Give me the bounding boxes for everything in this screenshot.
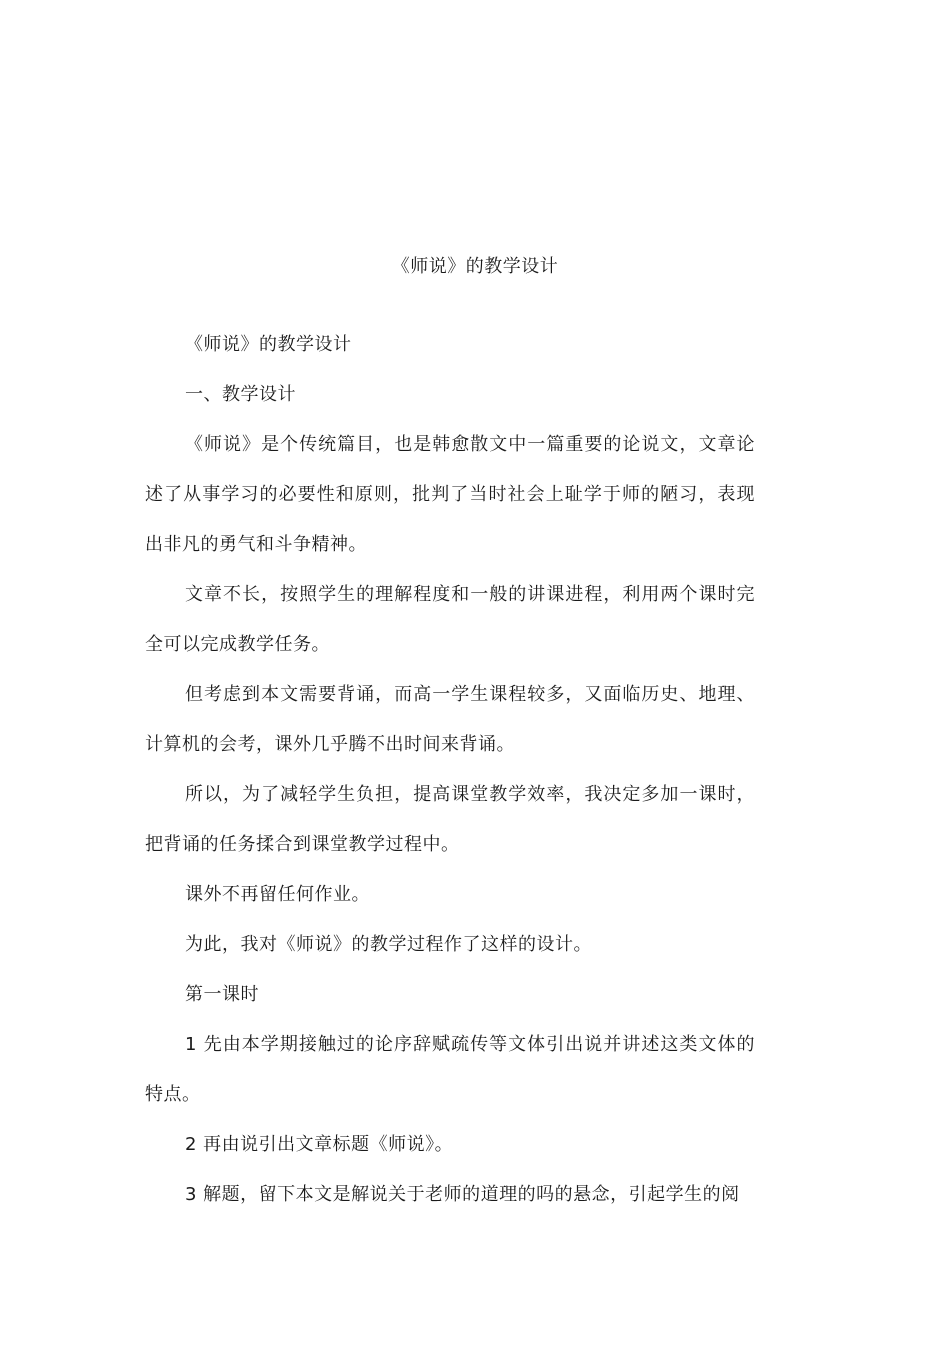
paragraph-decision: 所以，为了减轻学生负担，提高课堂教学效率，我决定多加一课时，把背诵的任务揉合到课堂教学过程中。 — [145, 784, 755, 855]
paragraph-lesson-one: 第一课时 — [185, 984, 259, 1005]
paragraph-design-intro: 为此，我对《师说》的教学过程作了这样的设计。 — [185, 934, 592, 955]
paragraph-no-homework: 课外不再留任何作业。 — [185, 884, 370, 905]
paragraph-intro: 《师说》是个传统篇目，也是韩愈散文中一篇重要的论说文，文章论述了从事学习的必要性和原则，批判了当时社会上耻学于师的陋习，表现出非凡的勇气和斗争精神。 — [145, 434, 755, 555]
paragraph-memorization: 但考虑到本文需要背诵，而高一学生课程较多，又面临历史、地理、计算机的会考，课外几乎腾不出时间来背诵。 — [145, 684, 755, 755]
paragraph-length: 文章不长，按照学生的理解程度和一般的讲课进程，利用两个课时完全可以完成教学任务。 — [145, 584, 755, 655]
paragraph-step-2: 2 再由说引出文章标题《师说》。 — [185, 1134, 454, 1155]
document-body — [145, 320, 755, 1220]
paragraph-step-3: 3 解题，留下本文是解说关于老师的道理的吗的悬念，引起学生的阅 — [185, 1184, 740, 1205]
document-title: 《师说》的教学设计 — [391, 256, 559, 277]
paragraph-subtitle: 《师说》的教学设计 — [185, 334, 352, 355]
paragraph-step-1: 1 先由本学期接触过的论序辞赋疏传等文体引出说并讲述这类文体的特点。 — [145, 1034, 755, 1105]
paragraph-section-heading: 一、教学设计 — [185, 384, 296, 405]
